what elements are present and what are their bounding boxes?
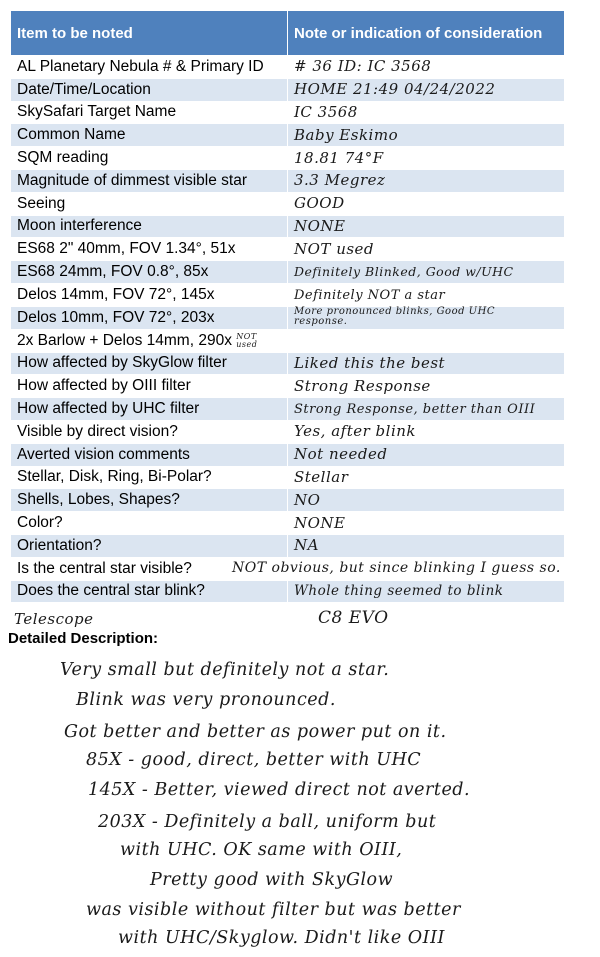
- table-body: [11, 56, 565, 603]
- handwritten-value: Yes, after blink: [294, 422, 416, 441]
- row-label: Shells, Lobes, Shapes?: [11, 489, 288, 512]
- description-line: 203X - Definitely a ball, uniform but: [98, 812, 437, 832]
- row-label: Averted vision comments: [11, 443, 288, 466]
- row-label: Seeing: [11, 192, 288, 215]
- description-line: Blink was very pronounced.: [76, 690, 336, 710]
- table-header-row: [11, 11, 565, 56]
- handwritten-value: Definitely NOT a star: [294, 287, 446, 303]
- row-value: [288, 283, 565, 306]
- table-row: [11, 420, 565, 443]
- telescope-label: Telescope: [14, 610, 94, 628]
- row-value: [288, 352, 565, 375]
- row-value: [288, 375, 565, 398]
- row-label: Visible by direct vision?: [11, 420, 288, 443]
- table-row: [11, 443, 565, 466]
- row-label: Moon interference: [11, 215, 288, 238]
- handwritten-value: IC 3568: [294, 102, 358, 121]
- row-label: Common Name: [11, 124, 288, 147]
- row-value: [288, 238, 565, 261]
- row-value: [288, 192, 565, 215]
- row-label: Stellar, Disk, Ring, Bi-Polar?: [11, 466, 288, 489]
- table-row: [11, 580, 565, 603]
- table-row: [11, 101, 565, 124]
- table-row: [11, 398, 565, 421]
- row-label: SQM reading: [11, 147, 288, 170]
- header-item-column: Item to be noted: [11, 11, 288, 56]
- handwritten-note: NOT used: [236, 331, 258, 349]
- row-label: Date/Time/Location: [11, 78, 288, 101]
- handwritten-value: NA: [294, 536, 319, 555]
- row-value: [288, 215, 565, 238]
- description-line: 145X - Better, viewed direct not averted.: [88, 780, 471, 800]
- observation-table: [10, 10, 565, 603]
- handwritten-value: Baby Eskimo: [294, 125, 399, 144]
- row-value: [288, 398, 565, 421]
- handwritten-value: HOME 21:49 04/24/2022: [294, 80, 496, 99]
- row-label: SkySafari Target Name: [11, 101, 288, 124]
- description-line: Very small but definitely not a star.: [60, 660, 390, 680]
- row-label: How affected by UHC filter: [11, 398, 288, 421]
- row-label: Delos 10mm, FOV 72°, 203x: [11, 306, 288, 329]
- row-value: [288, 101, 565, 124]
- central-star-handwritten-note: NOT obvious, but since blinking I guess so.: [232, 560, 561, 576]
- row-value: [288, 78, 565, 101]
- table-row: [11, 512, 565, 535]
- table-row: [11, 283, 565, 306]
- row-label: ES68 2" 40mm, FOV 1.34°, 51x: [11, 238, 288, 261]
- row-label: Color?: [11, 512, 288, 535]
- table-row: [11, 192, 565, 215]
- table-row: [11, 78, 565, 101]
- handwritten-value: Not needed: [294, 445, 388, 464]
- row-value: [288, 306, 565, 329]
- handwritten-value: Definitely Blinked, Good w/UHC: [294, 264, 514, 280]
- row-value: [288, 466, 565, 489]
- detailed-description-label: Detailed Description:: [8, 630, 159, 647]
- row-value: [288, 329, 565, 352]
- description-line: with UHC/Skyglow. Didn't like OIII: [118, 928, 445, 948]
- description-line: Got better and better as power put on it.: [64, 722, 447, 742]
- telescope-value: C8 EVO: [318, 608, 389, 628]
- table-row: [11, 56, 565, 79]
- row-value: [288, 512, 565, 535]
- table-row: [11, 466, 565, 489]
- row-label: Does the central star blink?: [11, 580, 288, 603]
- table-row: [11, 306, 565, 329]
- handwritten-value: 3.3 Megrez: [294, 171, 386, 190]
- table-row: [11, 215, 565, 238]
- handwritten-value: GOOD: [294, 194, 345, 213]
- table-row: [11, 352, 565, 375]
- table-row: [11, 534, 565, 557]
- row-label: Orientation?: [11, 534, 288, 557]
- handwritten-value: NO: [294, 490, 321, 509]
- header-note-column: Note or indication of consideration: [288, 11, 565, 56]
- handwritten-value: NONE: [294, 513, 346, 532]
- handwritten-value: Liked this the best: [294, 353, 446, 372]
- table-row: [11, 169, 565, 192]
- handwritten-value: Strong Response, better than OIII: [294, 402, 536, 418]
- table-row: [11, 147, 565, 170]
- handwritten-value: NONE: [294, 216, 346, 235]
- table-row: [11, 375, 565, 398]
- row-value: [288, 420, 565, 443]
- handwritten-value: More pronounced blinks, Good UHC response.: [294, 305, 495, 327]
- row-label: ES68 24mm, FOV 0.8°, 85x: [11, 261, 288, 284]
- description-line: 85X - good, direct, better with UHC: [86, 750, 422, 770]
- row-value: [288, 443, 565, 466]
- table-row: [11, 124, 565, 147]
- table-row: [11, 489, 565, 512]
- handwritten-value: 18.81 74°F: [294, 148, 384, 167]
- row-label: Is the central star visible?: [11, 557, 288, 580]
- row-label: Magnitude of dimmest visible star: [11, 169, 288, 192]
- handwritten-value: # 36 ID: IC 3568: [294, 57, 432, 76]
- table-row: [11, 329, 565, 352]
- row-value: [288, 580, 565, 603]
- row-value: [288, 169, 565, 192]
- row-value: [288, 124, 565, 147]
- row-value: [288, 261, 565, 284]
- row-value: [288, 534, 565, 557]
- row-label: How affected by SkyGlow filter: [11, 352, 288, 375]
- row-label: AL Planetary Nebula # & Primary ID: [11, 56, 288, 79]
- row-value: [288, 489, 565, 512]
- row-label: [11, 329, 288, 352]
- handwritten-value: Stellar: [294, 467, 349, 486]
- row-label: How affected by OIII filter: [11, 375, 288, 398]
- row-label: Delos 14mm, FOV 72°, 145x: [11, 283, 288, 306]
- table-row: [11, 261, 565, 284]
- description-line: with UHC. OK same with OIII,: [120, 840, 403, 860]
- row-value: [288, 56, 565, 79]
- handwritten-value: NOT used: [294, 239, 375, 258]
- handwritten-value: Whole thing seemed to blink: [294, 583, 504, 600]
- description-line: was visible without filter but was better: [86, 900, 461, 920]
- description-line: Pretty good with SkyGlow: [150, 870, 394, 890]
- handwritten-value: Strong Response: [294, 376, 431, 395]
- row-value: [288, 147, 565, 170]
- row-label-text: 2x Barlow + Delos 14mm, 290x: [17, 331, 232, 349]
- table-row: [11, 238, 565, 261]
